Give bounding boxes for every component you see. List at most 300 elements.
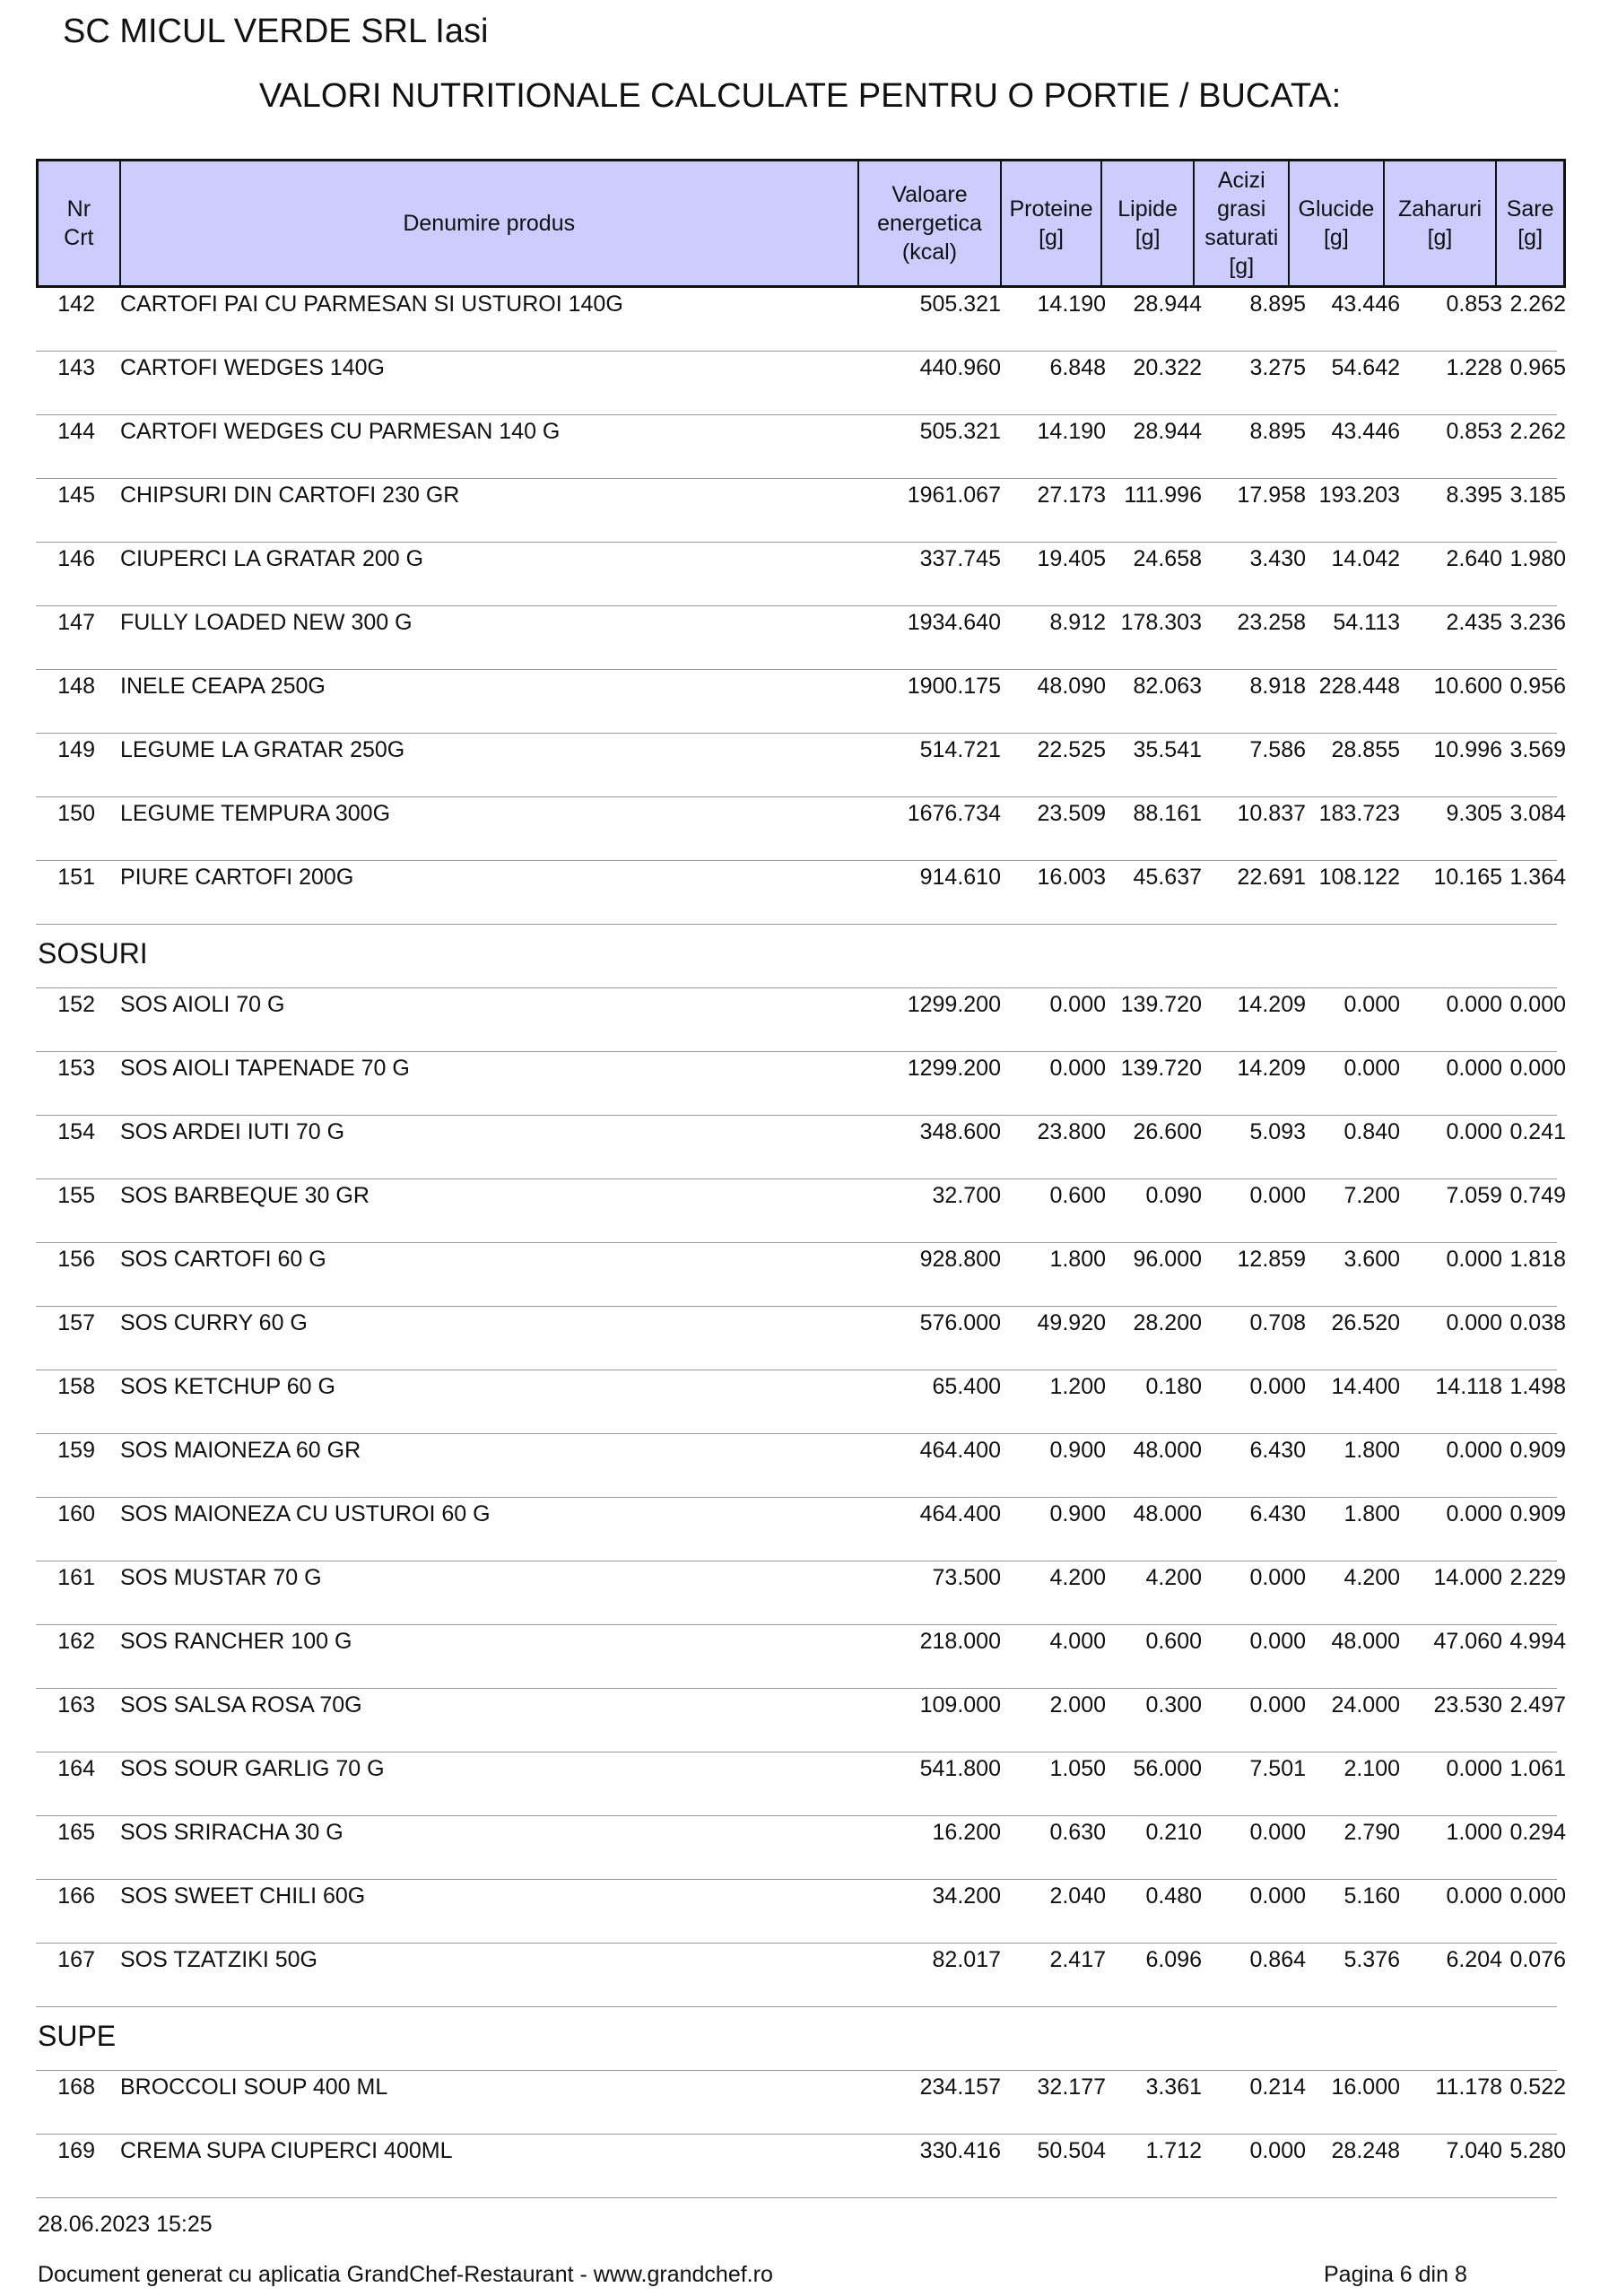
cell-lip: 0.300	[1145, 1692, 1202, 1718]
cell-nr: 160	[57, 1501, 95, 1526]
cell-acizi: 23.258	[1237, 610, 1306, 635]
cell-lip: 96.000	[1133, 1247, 1202, 1272]
cell-name: CARTOFI PAI CU PARMESAN SI USTUROI 140G	[120, 291, 623, 317]
cell-sare: 2.229	[1509, 1565, 1566, 1590]
cell-acizi: 3.275	[1249, 355, 1306, 380]
cell-acizi: 14.209	[1237, 1056, 1306, 1081]
cell-sare: 1.364	[1509, 865, 1566, 890]
cell-acizi: 0.000	[1249, 1565, 1306, 1590]
cell-sare: 1.061	[1509, 1756, 1566, 1781]
cell-acizi: 7.586	[1249, 737, 1306, 762]
cell-gluc: 48.000	[1331, 1629, 1400, 1654]
cell-nr: 151	[57, 865, 95, 890]
cell-kcal: 464.400	[919, 1438, 1001, 1463]
cell-nr: 143	[57, 355, 95, 380]
table-row	[36, 606, 1566, 670]
cell-nr: 142	[57, 291, 95, 317]
cell-prot: 14.190	[1037, 291, 1106, 317]
cell-zah: 0.000	[1446, 1883, 1502, 1909]
cell-nr: 154	[57, 1119, 95, 1144]
table-row	[36, 1752, 1566, 1816]
cell-zah: 1.000	[1446, 1820, 1502, 1845]
cell-kcal: 1961.067	[907, 483, 1001, 508]
company-name: SC MICUL VERDE SRL Iasi	[63, 13, 489, 50]
cell-name: LEGUME LA GRATAR 250G	[120, 737, 405, 762]
table-row	[36, 1370, 1566, 1434]
cell-lip: 1.712	[1145, 2138, 1202, 2163]
cell-name: CIUPERCI LA GRATAR 200 G	[120, 546, 424, 571]
cell-acizi: 10.837	[1237, 801, 1306, 826]
cell-zah: 0.000	[1446, 1310, 1502, 1335]
cell-prot: 1.200	[1049, 1374, 1106, 1399]
cell-gluc: 54.113	[1333, 610, 1400, 635]
cell-nr: 167	[57, 1947, 95, 1972]
cell-prot: 23.509	[1037, 801, 1106, 826]
cell-nr: 159	[57, 1438, 95, 1463]
cell-sare: 0.076	[1509, 1947, 1566, 1972]
section-name: SUPE	[38, 2020, 117, 2052]
cell-prot: 4.000	[1049, 1629, 1106, 1654]
cell-sare: 1.818	[1509, 1247, 1566, 1272]
cell-nr: 158	[57, 1374, 95, 1399]
cell-zah: 2.435	[1446, 610, 1502, 635]
cell-name: SOS AIOLI TAPENADE 70 G	[120, 1056, 410, 1081]
cell-acizi: 3.430	[1249, 546, 1306, 571]
header-acizi-grasi-saturati: Acizi grasi saturati [g]	[1195, 161, 1290, 285]
cell-zah: 2.640	[1446, 546, 1502, 571]
cell-sare: 0.749	[1509, 1183, 1566, 1208]
cell-gluc: 228.448	[1318, 674, 1400, 699]
table-row	[36, 1880, 1566, 1944]
cell-kcal: 82.017	[932, 1947, 1001, 1972]
cell-zah: 7.040	[1446, 2138, 1502, 2163]
cell-lip: 0.090	[1145, 1183, 1202, 1208]
cell-sare: 2.497	[1509, 1692, 1566, 1718]
cell-kcal: 464.400	[919, 1501, 1001, 1526]
cell-nr: 157	[57, 1310, 95, 1335]
cell-name: SOS SOUR GARLIG 70 G	[120, 1756, 385, 1781]
cell-prot: 27.173	[1037, 483, 1106, 508]
cell-acizi: 0.000	[1249, 1374, 1306, 1399]
cell-zah: 0.000	[1446, 1247, 1502, 1272]
cell-zah: 6.204	[1446, 1947, 1502, 1972]
table-row	[36, 861, 1566, 925]
table-row	[36, 1179, 1566, 1243]
cell-lip: 24.658	[1133, 546, 1202, 571]
cell-sare: 0.965	[1509, 355, 1566, 380]
cell-lip: 111.996	[1124, 483, 1202, 508]
cell-zah: 0.853	[1446, 419, 1502, 444]
cell-nr: 147	[57, 610, 95, 635]
cell-lip: 28.944	[1133, 419, 1202, 444]
cell-prot: 49.920	[1037, 1310, 1106, 1335]
cell-prot: 16.003	[1037, 865, 1106, 890]
cell-name: SOS MUSTAR 70 G	[120, 1565, 322, 1590]
cell-name: PIURE CARTOFI 200G	[120, 865, 354, 890]
cell-nr: 150	[57, 801, 95, 826]
cell-kcal: 73.500	[932, 1565, 1001, 1590]
cell-sare: 0.956	[1509, 674, 1566, 699]
cell-nr: 169	[57, 2138, 95, 2163]
cell-kcal: 1676.734	[907, 801, 1001, 826]
cell-nr: 155	[57, 1183, 95, 1208]
cell-sare: 0.000	[1509, 1056, 1566, 1081]
cell-name: SOS SRIRACHA 30 G	[120, 1820, 343, 1845]
cell-prot: 0.000	[1049, 1056, 1106, 1081]
table-row	[36, 1625, 1566, 1689]
cell-lip: 178.303	[1120, 610, 1202, 635]
cell-prot: 8.912	[1049, 610, 1106, 635]
table-row	[36, 543, 1566, 606]
cell-nr: 146	[57, 546, 95, 571]
cell-lip: 48.000	[1133, 1438, 1202, 1463]
cell-prot: 22.525	[1037, 737, 1106, 762]
cell-nr: 144	[57, 419, 95, 444]
cell-prot: 6.848	[1049, 355, 1106, 380]
table-row	[36, 479, 1566, 543]
cell-nr: 165	[57, 1820, 95, 1845]
cell-gluc: 0.000	[1343, 1056, 1400, 1081]
cell-kcal: 1900.175	[907, 674, 1001, 699]
cell-sare: 0.241	[1509, 1119, 1566, 1144]
cell-acizi: 8.918	[1249, 674, 1306, 699]
cell-kcal: 541.800	[919, 1756, 1001, 1781]
table-body	[36, 288, 1566, 2198]
cell-lip: 45.637	[1133, 865, 1202, 890]
cell-acizi: 0.000	[1249, 1820, 1306, 1845]
cell-kcal: 234.157	[919, 2074, 1001, 2100]
cell-prot: 48.090	[1037, 674, 1106, 699]
cell-zah: 23.530	[1433, 1692, 1502, 1718]
header-valoare-energetica: Valoare energetica (kcal)	[859, 161, 1002, 285]
cell-nr: 148	[57, 674, 95, 699]
cell-lip: 0.210	[1145, 1820, 1202, 1845]
cell-prot: 2.417	[1049, 1947, 1106, 1972]
cell-gluc: 14.400	[1331, 1374, 1400, 1399]
cell-name: SOS KETCHUP 60 G	[120, 1374, 335, 1399]
cell-sare: 1.498	[1509, 1374, 1566, 1399]
header-sare: Sare [g]	[1506, 196, 1554, 250]
cell-gluc: 16.000	[1331, 2074, 1400, 2100]
cell-zah: 0.000	[1446, 1438, 1502, 1463]
cell-gluc: 54.642	[1331, 355, 1400, 380]
cell-prot: 23.800	[1037, 1119, 1106, 1144]
cell-lip: 0.480	[1145, 1883, 1202, 1909]
cell-gluc: 0.000	[1343, 992, 1400, 1017]
cell-name: SOS SWEET CHILI 60G	[120, 1883, 366, 1909]
cell-acizi: 0.000	[1249, 2138, 1306, 2163]
cell-prot: 19.405	[1037, 546, 1106, 571]
header-glucide: Glucide [g]	[1290, 161, 1385, 285]
cell-sare: 0.000	[1509, 992, 1566, 1017]
cell-kcal: 348.600	[919, 1119, 1001, 1144]
table-row	[36, 1944, 1566, 2007]
cell-lip: 139.720	[1120, 1056, 1202, 1081]
cell-lip: 35.541	[1133, 737, 1202, 762]
cell-zah: 1.228	[1446, 355, 1502, 380]
cell-name: FULLY LOADED NEW 300 G	[120, 610, 413, 635]
cell-gluc: 43.446	[1331, 291, 1400, 317]
table-row	[36, 1561, 1566, 1625]
cell-name: SOS ARDEI IUTI 70 G	[120, 1119, 345, 1144]
table-header	[36, 159, 1566, 288]
table-row	[36, 288, 1566, 352]
cell-nr: 145	[57, 483, 95, 508]
table-row	[36, 415, 1566, 479]
cell-nr: 163	[57, 1692, 95, 1718]
cell-lip: 6.096	[1145, 1947, 1202, 1972]
cell-gluc: 4.200	[1343, 1565, 1400, 1590]
cell-sare: 3.185	[1509, 483, 1566, 508]
cell-prot: 0.900	[1049, 1438, 1106, 1463]
cell-acizi: 17.958	[1237, 483, 1306, 508]
cell-name: SOS BARBEQUE 30 GR	[120, 1183, 370, 1208]
cell-acizi: 0.864	[1249, 1947, 1306, 1972]
table-row	[36, 1052, 1566, 1116]
table-row	[36, 1434, 1566, 1498]
cell-kcal: 514.721	[919, 737, 1001, 762]
cell-lip: 28.200	[1133, 1310, 1202, 1335]
cell-acizi: 6.430	[1249, 1438, 1306, 1463]
cell-nr: 168	[57, 2074, 95, 2100]
cell-sare: 0.000	[1509, 1883, 1566, 1909]
cell-name: CREMA SUPA CIUPERCI 400ML	[120, 2138, 453, 2163]
cell-nr: 164	[57, 1756, 95, 1781]
cell-gluc: 24.000	[1331, 1692, 1400, 1718]
cell-prot: 2.040	[1049, 1883, 1106, 1909]
cell-gluc: 2.100	[1343, 1756, 1400, 1781]
cell-acizi: 22.691	[1237, 865, 1306, 890]
cell-kcal: 505.321	[919, 291, 1001, 317]
cell-kcal: 218.000	[919, 1629, 1001, 1654]
cell-zah: 11.178	[1435, 2074, 1502, 2100]
cell-kcal: 337.745	[919, 546, 1001, 571]
cell-zah: 0.853	[1446, 291, 1502, 317]
footer-note: Document generat cu aplicatia GrandChef-Restaurant - www.grandchef.ro	[38, 2262, 773, 2287]
footer-page-number: Pagina 6 din 8	[1324, 2262, 1467, 2287]
header-proteine: Proteine [g]	[1002, 161, 1102, 285]
cell-name: LEGUME TEMPURA 300G	[120, 801, 391, 826]
cell-kcal: 109.000	[919, 1692, 1001, 1718]
cell-nr: 149	[57, 737, 95, 762]
cell-name: SOS CARTOFI 60 G	[120, 1247, 326, 1272]
cell-sare: 3.084	[1509, 801, 1566, 826]
cell-gluc: 2.790	[1343, 1820, 1400, 1845]
table-row	[36, 734, 1566, 797]
cell-acizi: 0.000	[1249, 1629, 1306, 1654]
cell-name: CHIPSURI DIN CARTOFI 230 GR	[120, 483, 460, 508]
cell-gluc: 5.376	[1343, 1947, 1400, 1972]
cell-prot: 1.800	[1049, 1247, 1106, 1272]
cell-lip: 4.200	[1145, 1565, 1202, 1590]
cell-nr: 161	[57, 1565, 95, 1590]
cell-acizi: 8.895	[1249, 291, 1306, 317]
header-lipide: Lipide [g]	[1102, 161, 1196, 285]
table-row	[36, 988, 1566, 1052]
cell-zah: 47.060	[1433, 1629, 1502, 1654]
cell-zah: 8.395	[1446, 483, 1502, 508]
cell-kcal: 1934.640	[907, 610, 1001, 635]
cell-kcal: 1299.200	[907, 992, 1001, 1017]
cell-lip: 48.000	[1133, 1501, 1202, 1526]
cell-zah: 0.000	[1446, 1501, 1502, 1526]
cell-gluc: 0.840	[1343, 1119, 1400, 1144]
cell-sare: 3.569	[1509, 737, 1566, 762]
cell-zah: 7.059	[1446, 1183, 1502, 1208]
cell-lip: 28.944	[1133, 291, 1202, 317]
section-header	[36, 925, 1557, 988]
table-row	[36, 1816, 1566, 1880]
cell-prot: 0.000	[1049, 992, 1106, 1017]
cell-gluc: 14.042	[1331, 546, 1400, 571]
table-row	[36, 2071, 1566, 2135]
cell-lip: 0.600	[1145, 1629, 1202, 1654]
cell-acizi: 5.093	[1249, 1119, 1306, 1144]
cell-acizi: 14.209	[1237, 992, 1306, 1017]
cell-name: BROCCOLI SOUP 400 ML	[120, 2074, 388, 2100]
cell-sare: 2.262	[1509, 419, 1566, 444]
cell-acizi: 0.000	[1249, 1183, 1306, 1208]
cell-prot: 2.000	[1049, 1692, 1106, 1718]
cell-gluc: 26.520	[1331, 1310, 1400, 1335]
cell-prot: 0.900	[1049, 1501, 1106, 1526]
header-denumire-produs: Denumire produs	[121, 161, 859, 285]
section-name: SOSURI	[38, 937, 148, 970]
table-row	[36, 797, 1566, 861]
table-row	[36, 1243, 1566, 1307]
cell-name: SOS MAIONEZA CU USTUROI 60 G	[120, 1501, 491, 1526]
section-header	[36, 2007, 1557, 2071]
table-row	[36, 1689, 1566, 1752]
cell-prot: 14.190	[1037, 419, 1106, 444]
cell-zah: 0.000	[1446, 1056, 1502, 1081]
cell-gluc: 5.160	[1343, 1883, 1400, 1909]
cell-gluc: 28.248	[1331, 2138, 1400, 2163]
header-zaharuri: Zaharuri [g]	[1385, 161, 1498, 285]
cell-nr: 153	[57, 1056, 95, 1081]
cell-sare: 0.038	[1509, 1310, 1566, 1335]
cell-kcal: 16.200	[932, 1820, 1001, 1845]
cell-name: INELE CEAPA 250G	[120, 674, 326, 699]
cell-kcal: 1299.200	[907, 1056, 1001, 1081]
cell-nr: 166	[57, 1883, 95, 1909]
table-row	[36, 1116, 1566, 1179]
cell-sare: 4.994	[1509, 1629, 1566, 1654]
cell-kcal: 65.400	[932, 1374, 1001, 1399]
cell-sare: 2.262	[1509, 291, 1566, 317]
cell-lip: 3.361	[1145, 2074, 1202, 2100]
cell-sare: 0.909	[1509, 1438, 1566, 1463]
cell-zah: 14.118	[1435, 1374, 1502, 1399]
cell-sare: 0.522	[1509, 2074, 1566, 2100]
cell-acizi: 6.430	[1249, 1501, 1306, 1526]
cell-name: CARTOFI WEDGES 140G	[120, 355, 385, 380]
cell-gluc: 108.122	[1318, 865, 1400, 890]
cell-gluc: 1.800	[1343, 1501, 1400, 1526]
cell-acizi: 0.708	[1249, 1310, 1306, 1335]
cell-lip: 0.180	[1145, 1374, 1202, 1399]
cell-gluc: 28.855	[1331, 737, 1400, 762]
cell-lip: 82.063	[1133, 674, 1202, 699]
cell-lip: 26.600	[1133, 1119, 1202, 1144]
cell-acizi: 0.214	[1249, 2074, 1306, 2100]
cell-kcal: 576.000	[919, 1310, 1001, 1335]
cell-acizi: 0.000	[1249, 1692, 1306, 1718]
cell-gluc: 1.800	[1343, 1438, 1400, 1463]
cell-name: SOS CURRY 60 G	[120, 1310, 308, 1335]
cell-gluc: 7.200	[1343, 1183, 1400, 1208]
cell-zah: 9.305	[1446, 801, 1502, 826]
cell-sare: 0.294	[1509, 1820, 1566, 1845]
cell-zah: 10.165	[1433, 865, 1502, 890]
cell-lip: 88.161	[1133, 801, 1202, 826]
footer-date: 28.06.2023 15:25	[38, 2212, 213, 2237]
cell-acizi: 0.000	[1249, 1883, 1306, 1909]
cell-acizi: 7.501	[1249, 1756, 1306, 1781]
cell-lip: 56.000	[1133, 1756, 1202, 1781]
cell-gluc: 193.203	[1318, 483, 1400, 508]
table-row	[36, 352, 1566, 415]
cell-nr: 156	[57, 1247, 95, 1272]
cell-kcal: 505.321	[919, 419, 1001, 444]
document-title: VALORI NUTRITIONALE CALCULATE PENTRU O PORTIE / BUCATA:	[258, 77, 1342, 115]
header-nr-crt: Nr Crt	[39, 161, 121, 285]
cell-acizi: 12.859	[1237, 1247, 1306, 1272]
table-row	[36, 670, 1566, 734]
cell-sare: 3.236	[1509, 610, 1566, 635]
table-row	[36, 2135, 1566, 2198]
cell-kcal: 34.200	[932, 1883, 1001, 1909]
cell-name: SOS AIOLI 70 G	[120, 992, 285, 1017]
cell-lip: 20.322	[1133, 355, 1202, 380]
table-row	[36, 1307, 1566, 1370]
cell-prot: 0.630	[1049, 1820, 1106, 1845]
cell-zah: 0.000	[1446, 1119, 1502, 1144]
cell-sare: 5.280	[1509, 2138, 1566, 2163]
cell-name: SOS TZATZIKI 50G	[120, 1947, 317, 1972]
cell-zah: 10.996	[1433, 737, 1502, 762]
cell-kcal: 330.416	[919, 2138, 1001, 2163]
cell-zah: 10.600	[1433, 674, 1502, 699]
cell-prot: 32.177	[1037, 2074, 1106, 2100]
cell-name: SOS MAIONEZA 60 GR	[120, 1438, 361, 1463]
cell-lip: 139.720	[1120, 992, 1202, 1017]
cell-zah: 0.000	[1446, 1756, 1502, 1781]
cell-prot: 4.200	[1049, 1565, 1106, 1590]
cell-gluc: 43.446	[1331, 419, 1400, 444]
cell-prot: 0.600	[1049, 1183, 1106, 1208]
cell-kcal: 440.960	[919, 355, 1001, 380]
cell-zah: 0.000	[1446, 992, 1502, 1017]
cell-kcal: 32.700	[932, 1183, 1001, 1208]
cell-name: SOS RANCHER 100 G	[120, 1629, 352, 1654]
cell-gluc: 183.723	[1318, 801, 1400, 826]
cell-name: SOS SALSA ROSA 70G	[120, 1692, 362, 1718]
cell-sare: 1.980	[1509, 546, 1566, 571]
cell-gluc: 3.600	[1343, 1247, 1400, 1272]
cell-name: CARTOFI WEDGES CU PARMESAN 140 G	[120, 419, 561, 444]
cell-sare: 0.909	[1509, 1501, 1566, 1526]
cell-kcal: 928.800	[919, 1247, 1001, 1272]
cell-prot: 1.050	[1049, 1756, 1106, 1781]
cell-kcal: 914.610	[919, 865, 1001, 890]
cell-nr: 152	[57, 992, 95, 1017]
cell-acizi: 8.895	[1249, 419, 1306, 444]
cell-prot: 50.504	[1037, 2138, 1106, 2163]
cell-zah: 14.000	[1433, 1565, 1502, 1590]
cell-nr: 162	[57, 1629, 95, 1654]
table-row	[36, 1498, 1566, 1561]
